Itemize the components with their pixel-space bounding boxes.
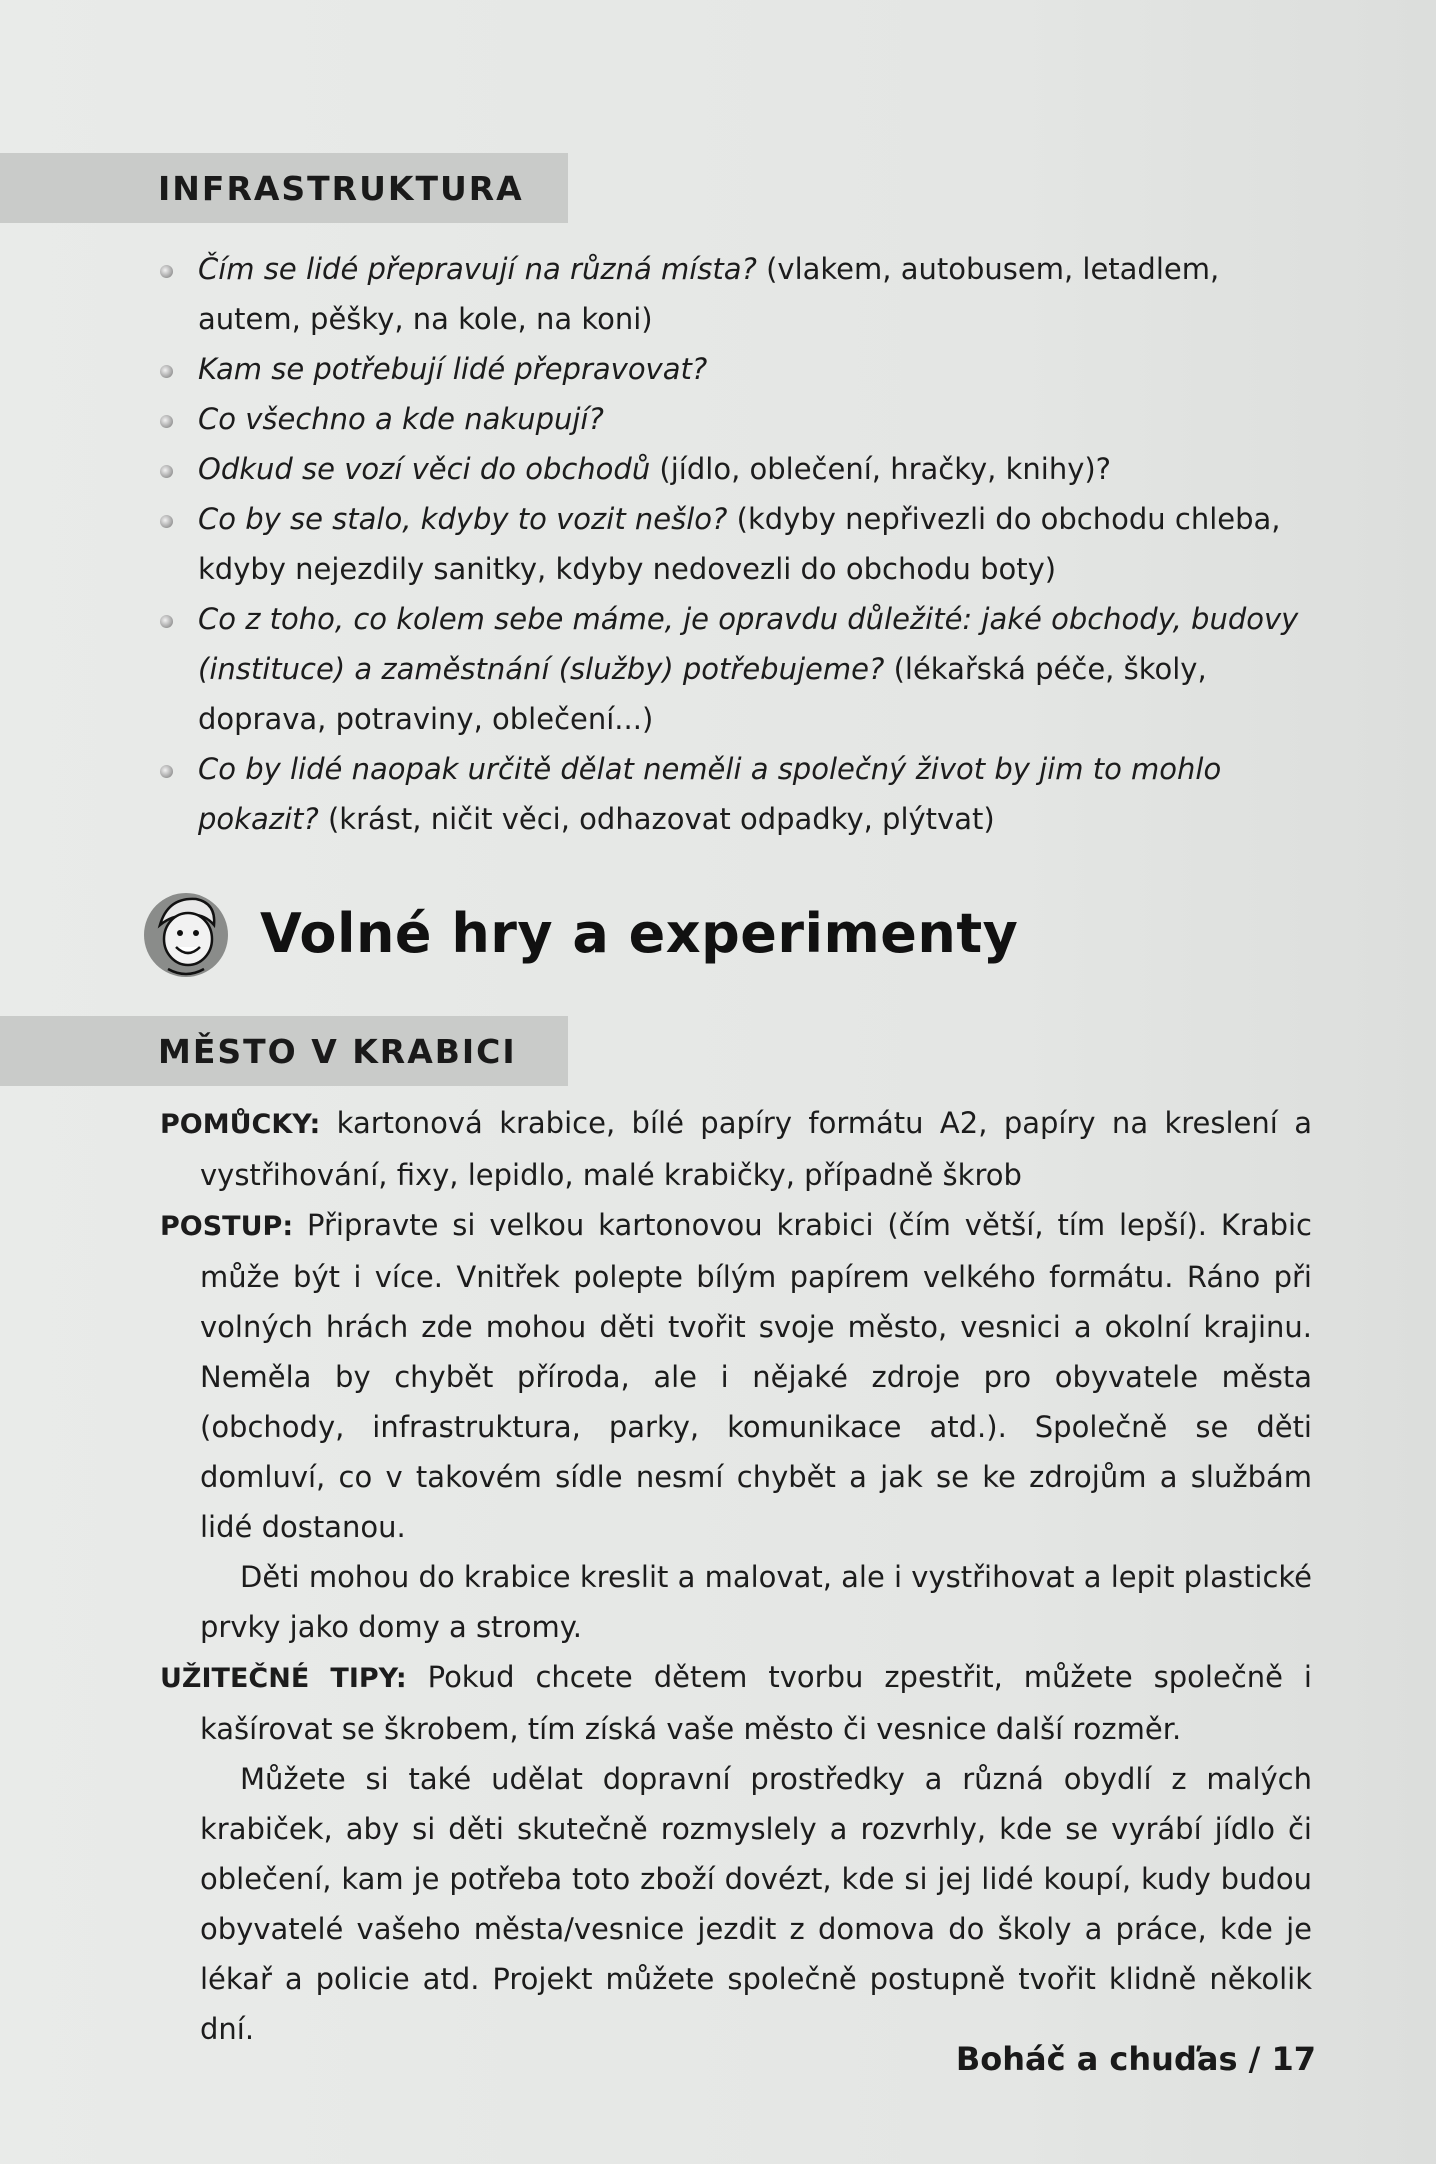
question-text: Co všechno a kde nakupují? bbox=[198, 402, 604, 436]
list-item bbox=[160, 744, 1310, 844]
tipy-paragraph-2: Můžete si také udělat dopravní prostředky a různá obydlí z malých krabiček, aby si děti skutečně rozmyslely a rozvrhly, kde se vyrábí jídlo či oblečení, kam je potřeba toto zboží dovézt, kde si jej lidé koupí, kudy budou obyvatelé vašeho města/vesnice jezdit z domova do školy a práce, kde je lékař a policie atd. Projekt můžete společně postupně tvořit klidně několik dní. bbox=[200, 1762, 1312, 2046]
bullet-icon bbox=[160, 465, 173, 478]
boy-face-icon bbox=[138, 885, 234, 981]
bullet-icon bbox=[160, 615, 173, 628]
question-text: Čím se lidé přepravují na různá místa? bbox=[198, 252, 757, 286]
activity-description bbox=[160, 1098, 1312, 2054]
bullet-icon bbox=[160, 365, 173, 378]
chapter-heading: Volné hry a experimenty bbox=[260, 901, 1019, 965]
bullet-icon bbox=[160, 415, 173, 428]
answer-text: (krást, ničit věci, odhazovat odpadky, plýtvat) bbox=[318, 802, 995, 836]
list-item bbox=[160, 394, 1310, 444]
bullet-icon bbox=[160, 515, 173, 528]
list-item bbox=[160, 344, 1310, 394]
question-text: Kam se potřebují lidé přepravovat? bbox=[198, 352, 708, 386]
page-footer: Boháč a chuďas / 17 bbox=[955, 2040, 1316, 2078]
pomucky-text: kartonová krabice, bílé papíry formátu A2, papíry na kreslení a vystřihování, fixy, lepidlo, malé krabičky, případně škrob bbox=[200, 1106, 1312, 1192]
postup-paragraph bbox=[160, 1200, 1312, 1552]
section-title-infrastruktura: INFRASTRUKTURA bbox=[158, 168, 524, 208]
question-list bbox=[160, 244, 1310, 844]
list-item bbox=[160, 244, 1310, 344]
pomucky-label: POMŮCKY: bbox=[160, 1109, 321, 1140]
question-text: Co z toho, co kolem sebe máme, je opravdu důležité: jaké obchody, budovy (instituce) a zaměstnání (služby) potřebujeme? bbox=[198, 602, 1299, 686]
answer-text: (lékařská péče, školy, doprava, potraviny, oblečení...) bbox=[198, 652, 1207, 736]
bullet-icon bbox=[160, 765, 173, 778]
bullet-icon bbox=[160, 265, 173, 278]
postup-label: POSTUP: bbox=[160, 1211, 294, 1242]
list-item bbox=[160, 494, 1310, 594]
section-title-mesto-v-krabici: MĚSTO V KRABICI bbox=[158, 1031, 517, 1071]
tipy-paragraph bbox=[160, 1652, 1312, 1754]
chapter-heading-row bbox=[138, 878, 1018, 988]
answer-text: (kdyby nepřivezli do obchodu chleba, kdyby nejezdily sanitky, kdyby nedovezli do obchodu boty) bbox=[198, 502, 1281, 586]
section-header-band bbox=[0, 153, 568, 223]
tipy-label: UŽITEČNÉ TIPY: bbox=[160, 1663, 407, 1694]
question-text: Co by se stalo, kdyby to vozit nešlo? bbox=[198, 502, 728, 536]
section-header-band bbox=[0, 1016, 568, 1086]
question-text: Co by lidé naopak určitě dělat neměli a společný život by jim to mohlo pokazit? bbox=[198, 752, 1222, 836]
list-item bbox=[160, 594, 1310, 744]
postup-paragraph-2: Děti mohou do krabice kreslit a malovat, ale i vystřihovat a lepit plastické prvky jako domy a stromy. bbox=[200, 1560, 1312, 1644]
pomucky-paragraph bbox=[160, 1098, 1312, 1200]
answer-text: (vlakem, autobusem, letadlem, autem, pěšky, na kole, na koni) bbox=[198, 252, 1220, 336]
answer-text: (jídlo, oblečení, hračky, knihy)? bbox=[650, 452, 1112, 486]
question-text: Odkud se vozí věci do obchodů bbox=[198, 452, 651, 486]
tipy-text: Pokud chcete dětem tvorbu zpestřit, můžete společně i kašírovat se škrobem, tím získá vaše město či vesnice další rozměr. bbox=[200, 1660, 1312, 1746]
list-item bbox=[160, 444, 1310, 494]
postup-text: Připravte si velkou kartonovou krabici (čím větší, tím lepší). Krabic může být i více. Vnitřek polepte bílým papírem velkého formátu. Ráno při volných hrách zde mohou děti tvořit svoje město, vesnici a okolní krajinu. Neměla by chybět příroda, ale i nějaké zdroje pro obyvatele města (obchody, infrastruktura, parky, komunikace atd.). Společně se děti domluví, co v takovém sídle nesmí chybět a jak se ke zdrojům a službám lidé dostanou. bbox=[200, 1208, 1312, 1544]
